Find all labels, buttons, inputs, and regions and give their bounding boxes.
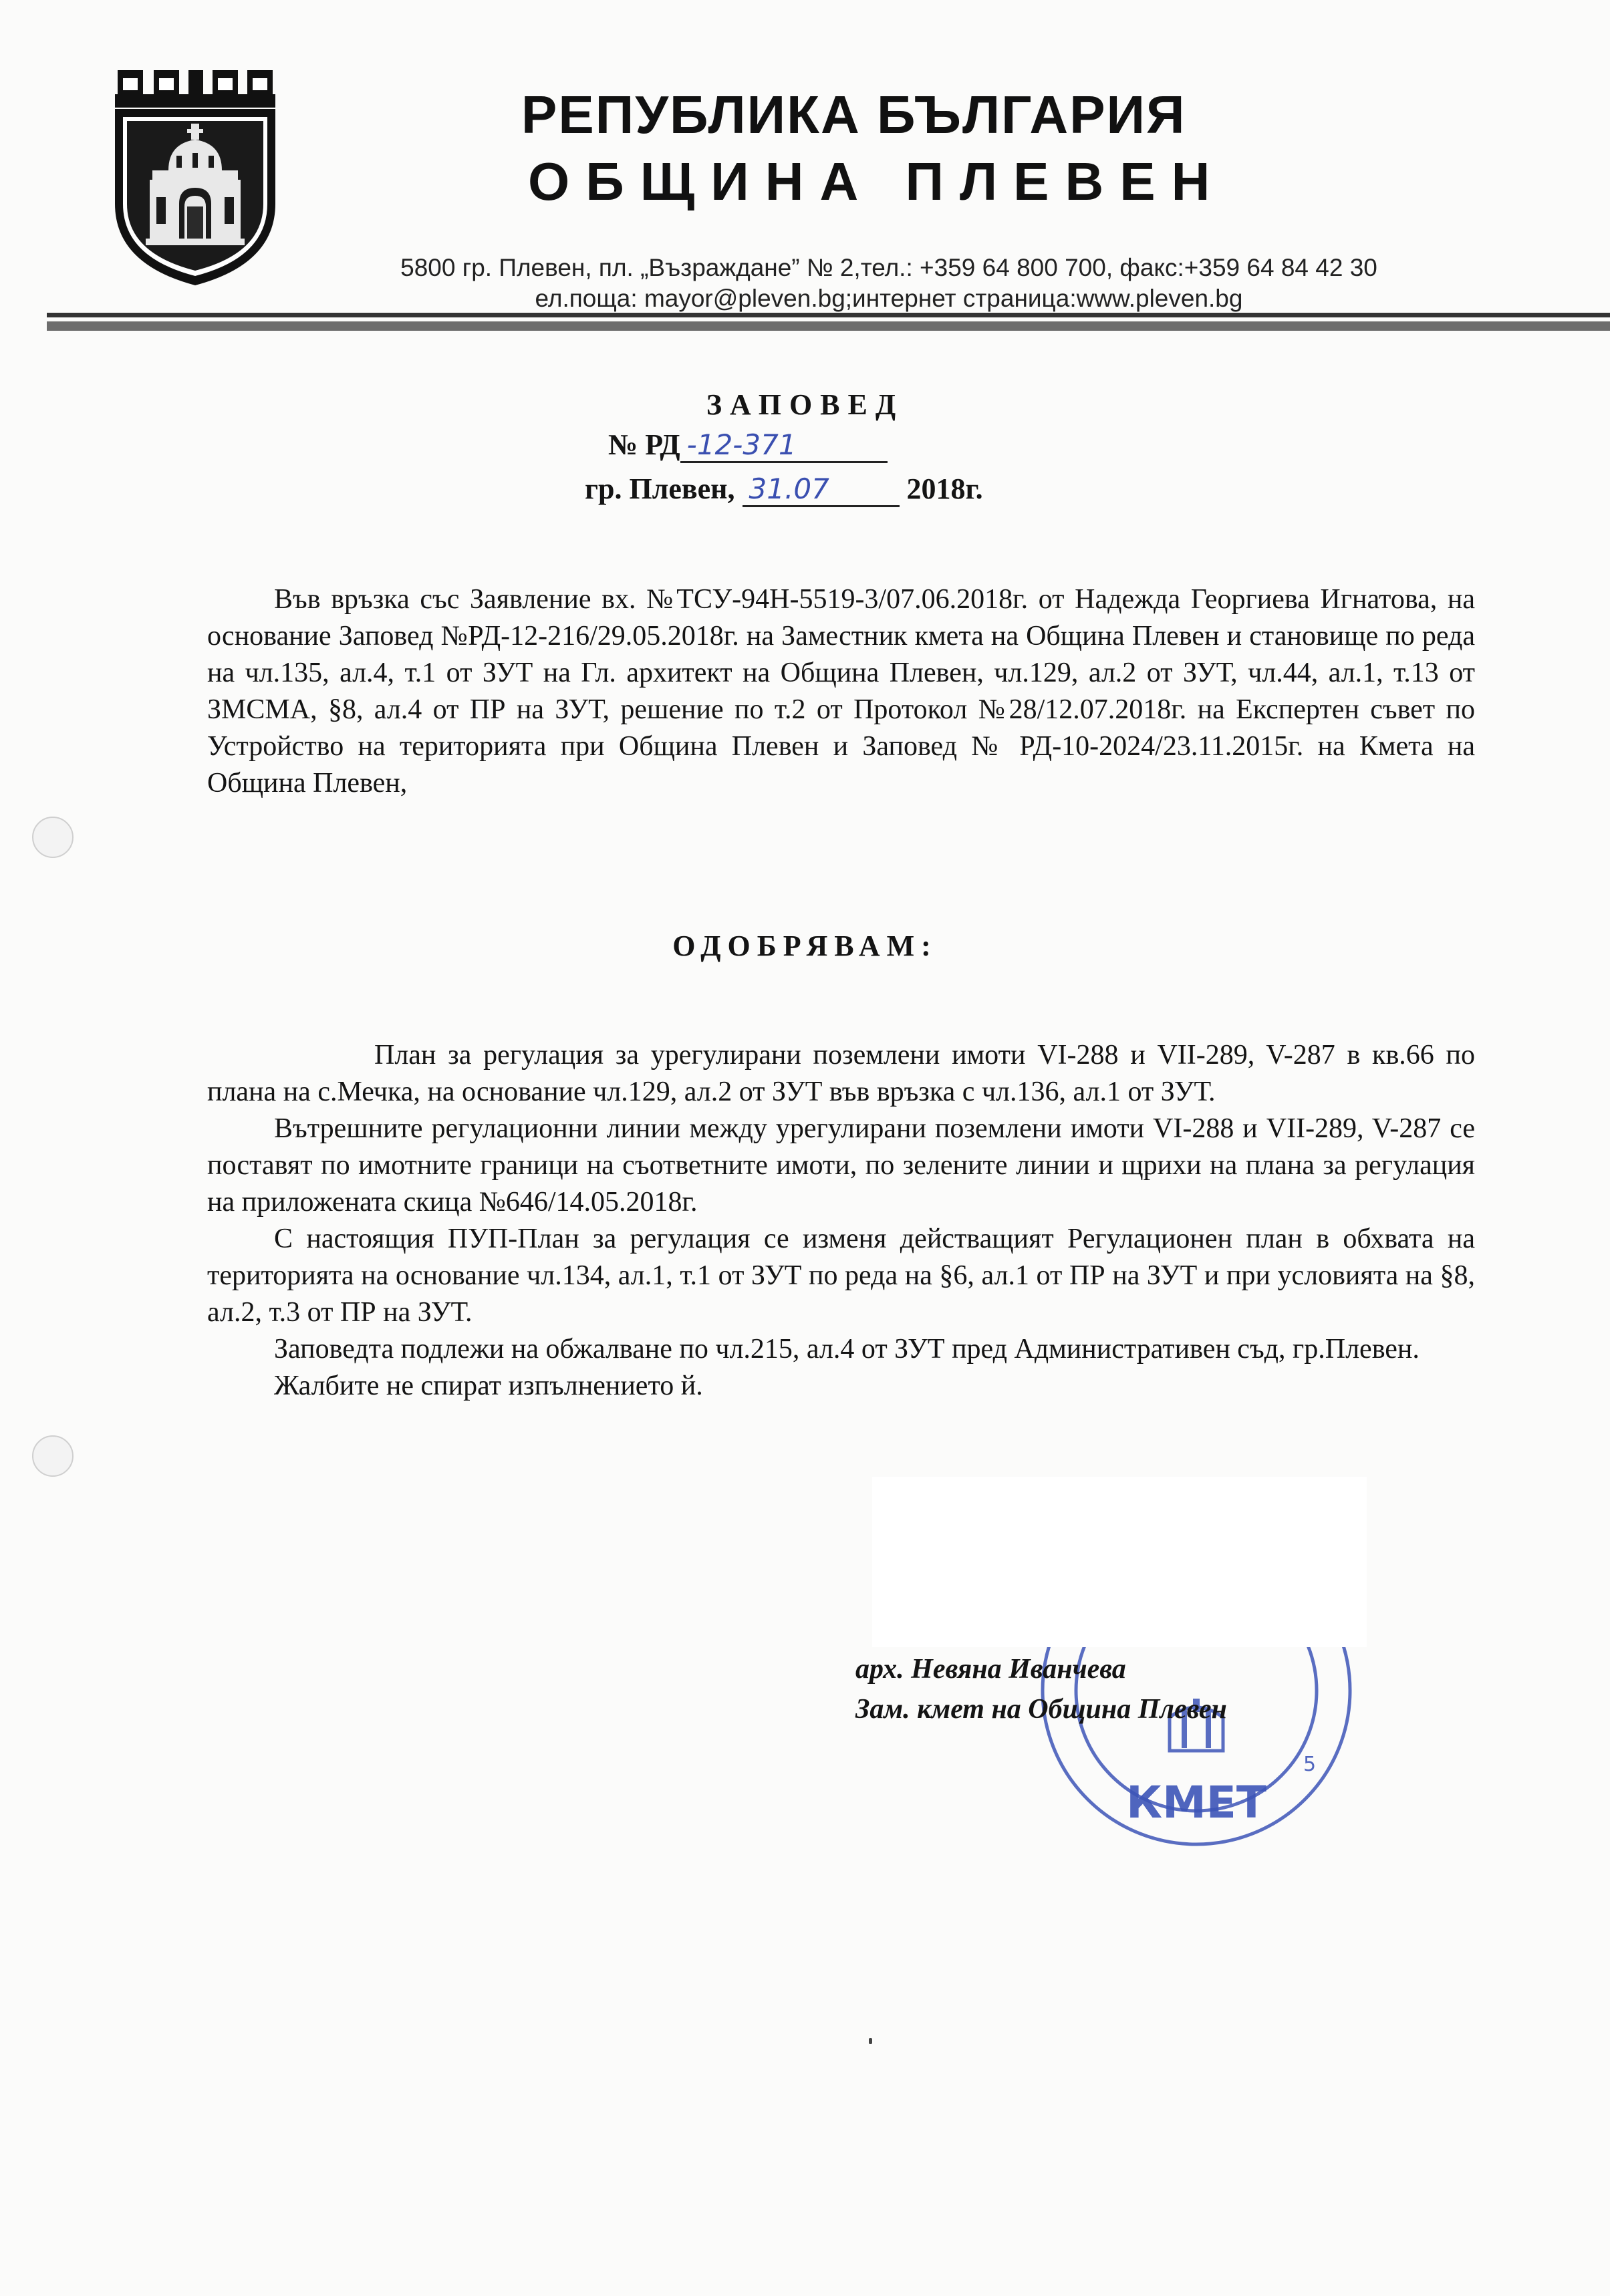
approve-heading: ОДОБРЯВАМ: (672, 929, 938, 962)
decision-paragraph: План за регулация за урегулирани поземлени имоти VI-288 и VII-289, V-287 в кв.66 по плана на с.Мечка, на основание чл.129, ал.2 от ЗУТ във връзка с чл.136, ал.1 от ЗУТ. (207, 1040, 1475, 1107)
decision-paragraph: Вътрешните регулационни линии между урегулирани поземлени имоти VI-288 и VII-289, V-287 се поставят по имотните граници на съответните имоти, по зелените линии и щрихи на плана за регулация на приложената скица №646/14.05.2018г. (207, 1113, 1475, 1217)
order-title: ЗАПОВЕД (706, 388, 904, 421)
redacted-signature-area (872, 1477, 1367, 1647)
municipality-name: ОБЩИНА ПЛЕВЕН (528, 152, 1226, 211)
header-rule-thick (47, 321, 1610, 331)
stamp-number: 5 (1303, 1753, 1317, 1776)
order-number (608, 428, 888, 463)
order-date (585, 472, 983, 507)
order-date-suffix: 2018г. (906, 472, 983, 505)
header-rule-thin (47, 313, 1610, 317)
country-name: РЕПУБЛИКА БЪЛГАРИЯ (521, 85, 1186, 144)
stamp-text: КМЕТ (1126, 1777, 1266, 1828)
signatory-position: Зам. кмет на Община Плевен (855, 1694, 1227, 1725)
order-number-prefix: № РД (608, 428, 680, 461)
order-date-handwritten: 31.07 (743, 472, 900, 507)
punch-hole (32, 817, 74, 858)
order-date-prefix: гр. Плевен, (585, 472, 735, 505)
preamble-text: Във връзка със Заявление вх. №ТСУ-94Н-5519-3/07.06.2018г. от Надежда Георгиева Игнатова, на основание Заповед №РД-12-216/29.05.2018г. на Заместник кмета на Община Плевен и становище по реда на чл.135, ал.4, т.1 от ЗУТ на Гл. архитект на Община Плевен, чл.129, ал.2 от ЗУТ, чл.44, ал.1, т.13 от ЗМСМА, §8, ал.4 от ПР на ЗУТ, решение по т.2 от Протокол №28/12.07.2018г. на Експертен съвет по Устройство на територията при Община Плевен и Заповед № РД-10-2024/23.11.2015г. на Кмета на Община Плевен, (207, 584, 1475, 799)
decision-paragraph: Жалбите не спират изпълнението й. (274, 1371, 703, 1401)
decision-body (207, 1037, 1475, 1405)
address-line: 5800 гр. Плевен, пл. „Възраждане” № 2,тел.: +359 64 800 700, факс:+359 64 84 42 30 (400, 254, 1377, 281)
decision-paragraph: Заповедта подлежи на обжалване по чл.215, ал.4 от ЗУТ пред Административен съд, гр.Плевен. (274, 1334, 1420, 1365)
contact-line: ел.поща: mayor@pleven.bg;интернет страница:www.pleven.bg (535, 285, 1243, 312)
preamble (207, 581, 1475, 802)
municipality-crest-logo (112, 70, 278, 287)
letterhead-title (521, 82, 1230, 215)
order-number-handwritten: -12-371 (680, 428, 888, 463)
signature-block (855, 1649, 1227, 1729)
punch-hole (32, 1435, 74, 1477)
signatory-name: арх. Невяна Иванчева (855, 1654, 1126, 1685)
scan-speck (869, 2038, 872, 2044)
letterhead-contacts (321, 253, 1457, 314)
decision-paragraph: С настоящия ПУП-План за регулация се изменя действащият Регулационен план в обхвата на територията на основание чл.134, ал.1, т.1 от ЗУТ по реда на §6, ал.1 от ПР на ЗУТ и при условията на §8, ал.2, т.3 от ПР на ЗУТ. (207, 1224, 1475, 1328)
